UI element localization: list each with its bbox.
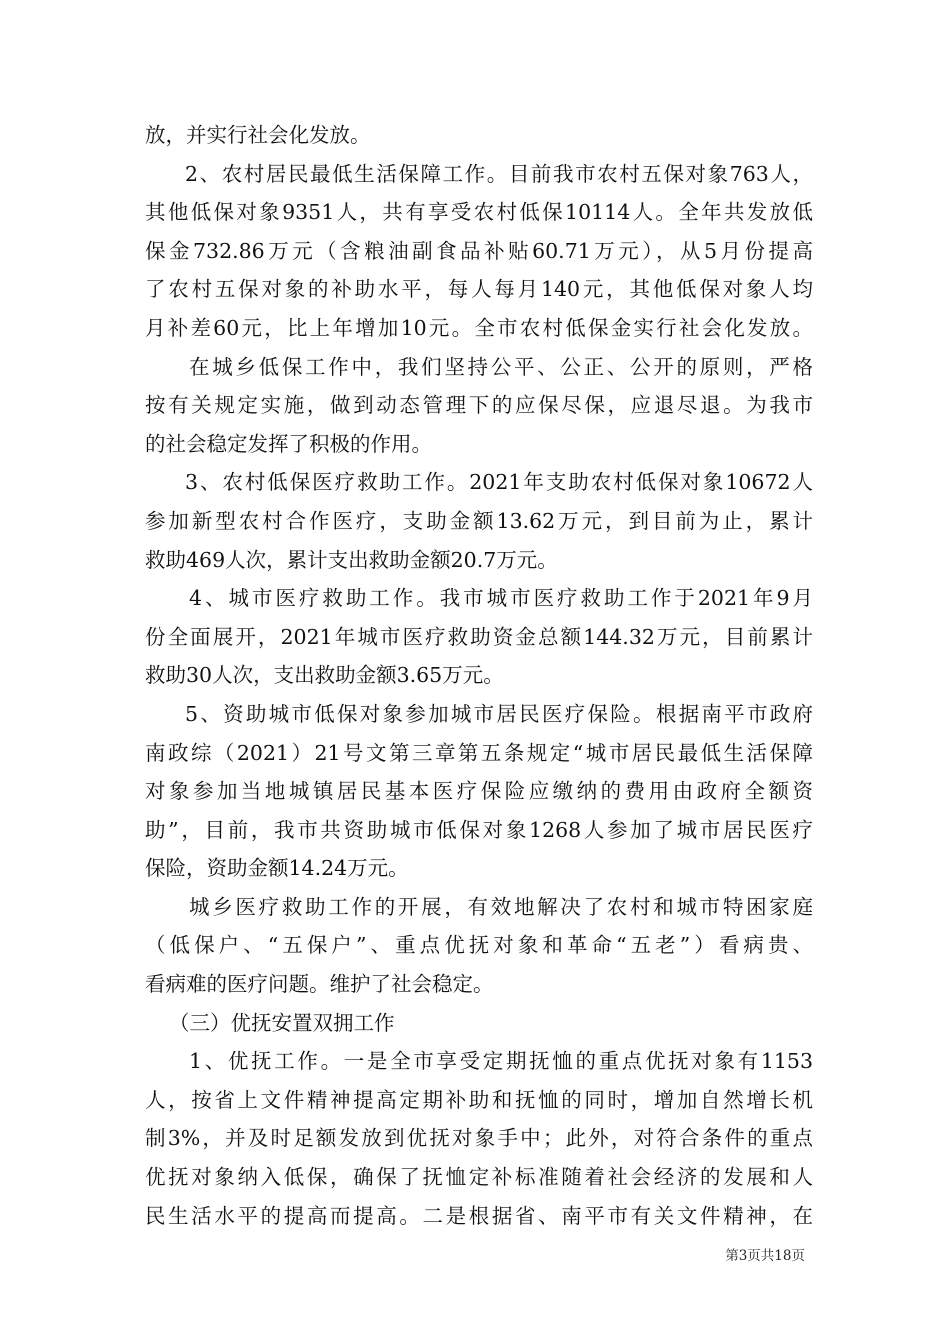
text-line: 份全面展开，2021年城市医疗救助资金总额144.32万元，目前累计 xyxy=(145,624,813,649)
text-line: （低保户、“五保户”、重点优抚对象和革命“五老”）看病贵、 xyxy=(145,933,813,958)
text-line: 月补差60元，比上年增加10元。全市农村低保金实行社会化发放。 xyxy=(145,315,813,340)
text-line: 1、优抚工作。一是全市享受定期抚恤的重点优抚对象有1153 xyxy=(189,1049,813,1074)
text-line: 的社会稳定发挥了积极的作用。 xyxy=(145,431,432,456)
text-line: （三）优抚安置双拥工作 xyxy=(169,1010,395,1035)
text-line: 助”，目前，我市共资助城市低保对象1268人参加了城市居民医疗 xyxy=(145,817,813,842)
text-line: 人，按省上文件精神提高定期补助和抚恤的同时，增加自然增长机 xyxy=(145,1087,813,1112)
text-line: 4、城市医疗救助工作。我市城市医疗救助工作于2021年9月 xyxy=(189,586,813,611)
text-line: 放，并实行社会化发放。 xyxy=(145,123,371,147)
text-line: 看病难的医疗问题。维护了社会稳定。 xyxy=(145,972,494,997)
text-line: 民生活水平的提高而提高。二是根据省、南平市有关文件精神，在 xyxy=(145,1203,813,1228)
body-text xyxy=(145,116,813,1235)
text-line: 城乡医疗救助工作的开展，有效地解决了农村和城市特困家庭 xyxy=(189,894,813,919)
text-line: 救助469人次，累计支出救助金额20.7万元。 xyxy=(145,547,558,572)
text-line: 3、农村低保医疗救助工作。2021年支助农村低保对象10672人 xyxy=(185,470,813,495)
page-footer: 第3页共18页 xyxy=(725,1248,805,1264)
text-line: 保金732.86万元（含粮油副食品补贴60.71万元），从5月份提高 xyxy=(145,238,813,263)
text-line: 5、资助城市低保对象参加城市居民医疗保险。根据南平市政府 xyxy=(185,701,813,726)
text-line: 其他低保对象9351人，共有享受农村低保10114人。全年共发放低 xyxy=(145,200,813,225)
text-line: 在城乡低保工作中，我们坚持公平、公正、公开的原则，严格 xyxy=(189,354,813,379)
text-line: 对象参加当地城镇居民基本医疗保险应缴纳的费用由政府全额资 xyxy=(145,779,813,804)
text-line: 2、农村居民最低生活保障工作。目前我市农村五保对象763人， xyxy=(185,161,813,186)
text-line: 制3%，并及时足额发放到优抚对象手中；此外，对符合条件的重点 xyxy=(145,1126,813,1151)
text-line: 参加新型农村合作医疗，支助金额13.62万元，到目前为止，累计 xyxy=(145,508,813,533)
text-line: 救助30人次，支出救助金额3.65万元。 xyxy=(145,663,504,688)
text-line: 按有关规定实施，做到动态管理下的应保尽保，应退尽退。为我市 xyxy=(145,393,813,418)
text-line: 南政综（2021）21号文第三章第五条规定“城市居民最低生活保障 xyxy=(145,740,813,765)
text-line: 保险，资助金额14.24万元。 xyxy=(145,856,409,881)
text-line: 优抚对象纳入低保，确保了抚恤定补标准随着社会经济的发展和人 xyxy=(145,1165,813,1190)
text-line: 了农村五保对象的补助水平，每人每月140元，其他低保对象人均 xyxy=(145,277,813,302)
